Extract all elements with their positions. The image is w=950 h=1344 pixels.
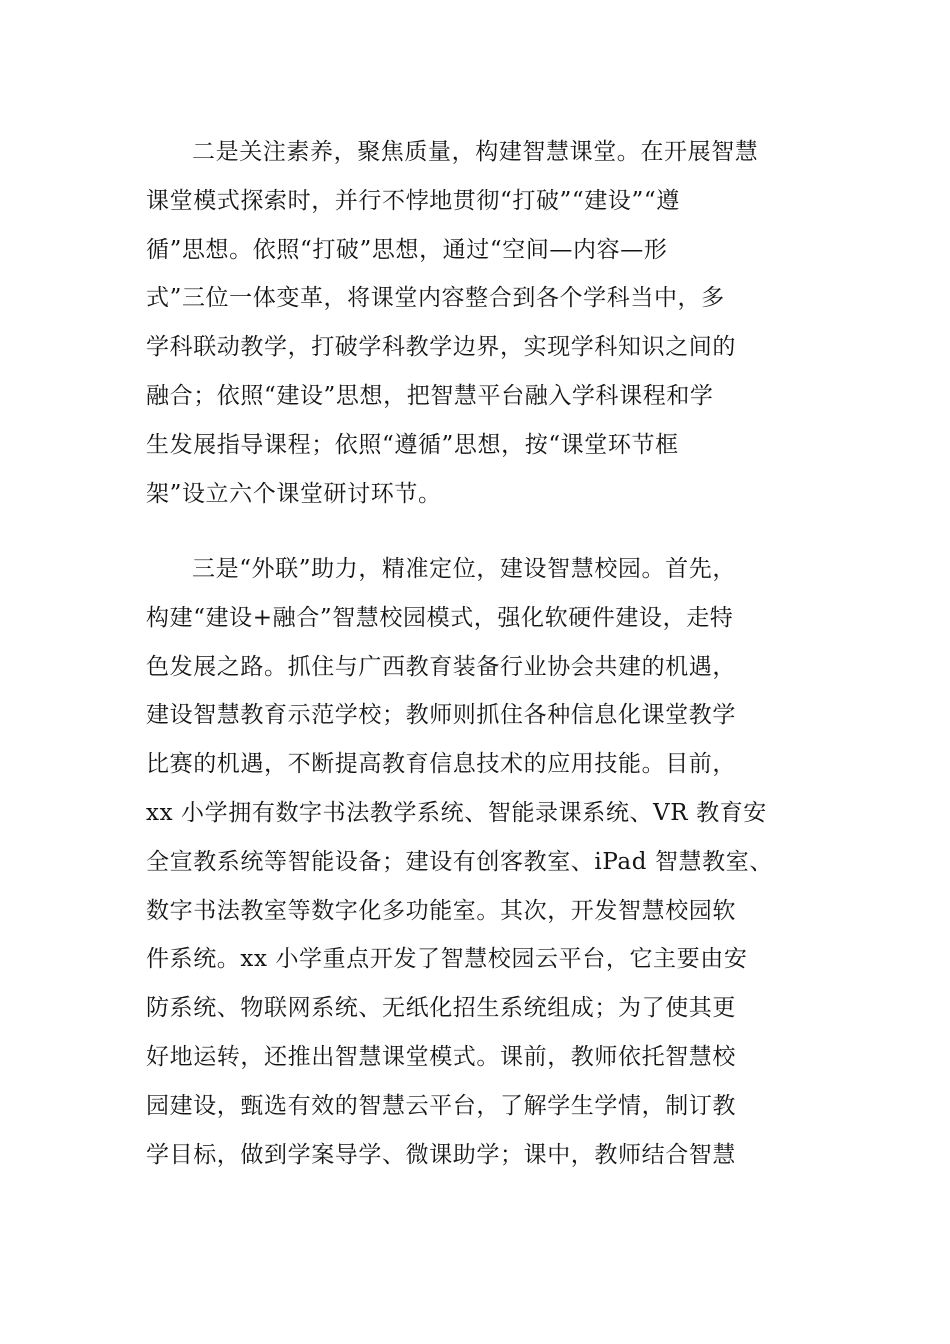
paragraph-line: 架”设立六个课堂研讨环节。 [146,480,442,507]
paragraph-line: 式”三位一体变革，将课堂内容整合到各个学科当中，多 [146,285,725,312]
paragraph-smart-classroom [146,128,806,518]
paragraph-line: 色发展之路。抓住与广西教育装备行业协会共建的机遇， [146,653,736,680]
paragraph-line: 学科联动教学，打破学科教学边界，实现学科知识之间的 [146,334,736,361]
paragraph-line: 构建“建设+融合”智慧校园模式，强化软硬件建设，走特 [146,604,734,631]
paragraph-line: 防系统、物联网系统、无纸化招生系统组成；为了使其更 [146,995,736,1022]
paragraph-line: 二是关注素养，聚焦质量，构建智慧课堂。在开展智慧 [192,139,759,165]
paragraph-line: 融合；依照“建设”思想，把智慧平台融入学科课程和学 [146,382,714,409]
paragraph-line: 件系统。xx 小学重点开发了智慧校园云平台，它主要由安 [146,946,748,973]
paragraph-line: 循”思想。依照“打破”思想，通过“空间—内容—形 [146,236,668,263]
paragraph-line: 园建设，甄选有效的智慧云平台，了解学生学情，制订教 [146,1092,736,1119]
paragraph-line: 课堂模式探索时，并行不悖地贯彻“打破”“建设”“遵 [146,187,680,214]
paragraph-smart-campus [146,545,806,1179]
paragraph-line: xx 小学拥有数字书法教学系统、智能录课系统、VR 教育安 [146,799,767,826]
paragraph-line: 生发展指导课程；依照“遵循”思想，按“课堂环节框 [146,431,679,458]
paragraph-line: 全宣教系统等智能设备；建设有创客教室、iPad 智慧教室、 [146,848,773,875]
paragraph-line: 比赛的机遇，不断提高教育信息技术的应用技能。目前， [146,751,736,778]
paragraph-line: 好地运转，还推出智慧课堂模式。课前，教师依托智慧校 [146,1043,736,1070]
paragraph-line: 学目标，做到学案导学、微课助学；课中，教师结合智慧 [146,1141,736,1168]
paragraph-line: 数字书法教室等数字化多功能室。其次，开发智慧校园软 [146,897,736,924]
paragraph-line: 三是“外联”助力，精准定位，建设智慧校园。首先， [192,556,736,582]
paragraph-line: 建设智慧教育示范学校；教师则抓住各种信息化课堂教学 [146,702,736,729]
